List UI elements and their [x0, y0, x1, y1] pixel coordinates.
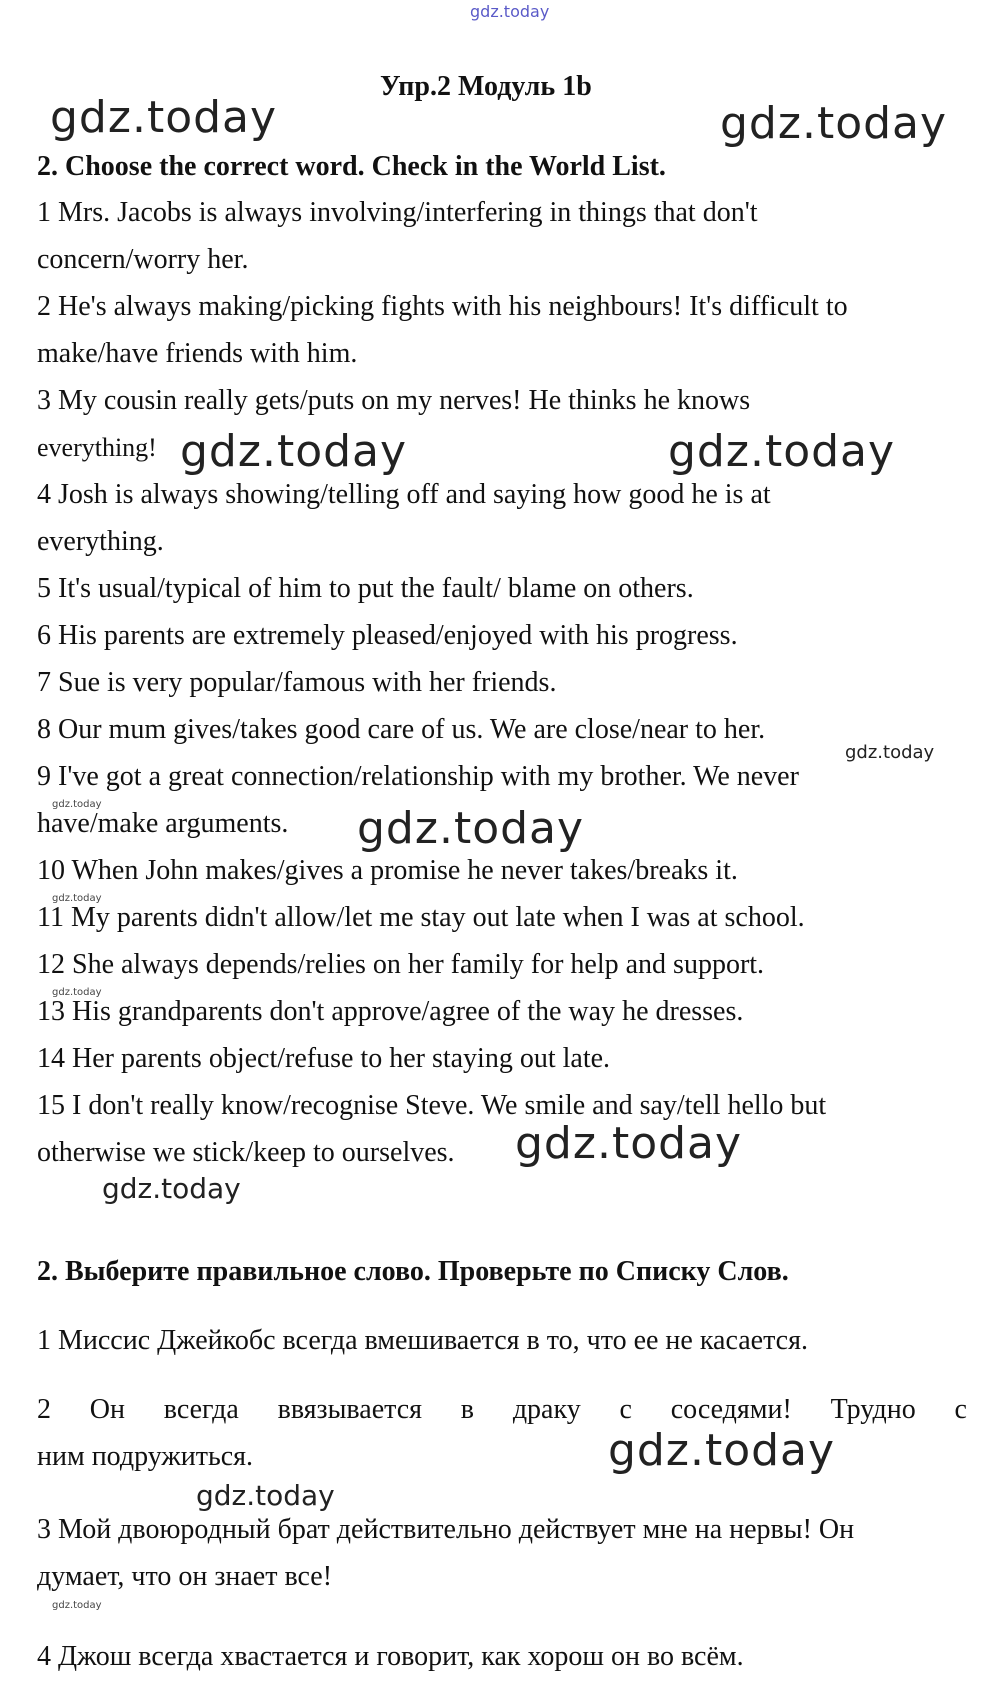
english-line: 5 It's usual/typical of him to put the fault/ blame on others.: [37, 573, 694, 604]
english-line: 6 His parents are extremely pleased/enjoyed with his progress.: [37, 620, 738, 651]
english-line: have/make arguments.: [37, 808, 289, 839]
watermark-medium: gdz.today: [102, 1172, 241, 1205]
english-line: 12 She always depends/relies on her family for help and support.: [37, 949, 765, 980]
english-line: 13 His grandparents don't approve/agree of the way he dresses.: [37, 996, 744, 1027]
russian-word: с: [619, 1394, 632, 1425]
watermark-tiny: gdz.today: [52, 799, 102, 810]
russian-word: 2: [37, 1394, 51, 1425]
russian-word: драку: [512, 1394, 581, 1425]
english-heading: 2. Choose the correct word. Check in the World List.: [37, 151, 666, 182]
russian-line: 4 Джош всегда хвастается и говорит, как хорош он во всём.: [37, 1641, 744, 1672]
english-line: 1 Mrs. Jacobs is always involving/interfering in things that don't: [37, 197, 758, 228]
page-title: Упр.2 Модуль 1b: [380, 71, 592, 102]
russian-heading: 2. Выберите правильное слово. Проверьте по Списку Слов.: [37, 1256, 789, 1287]
english-line: 7 Sue is very popular/famous with her friends.: [37, 667, 557, 698]
watermark-large: gdz.today: [515, 1118, 743, 1169]
russian-word: в: [460, 1394, 475, 1425]
english-line: otherwise we stick/keep to ourselves.: [37, 1137, 455, 1168]
english-line: 11 My parents didn't allow/let me stay out late when I was at school.: [37, 902, 805, 933]
watermark-large: gdz.today: [50, 92, 278, 143]
watermark-large: gdz.today: [357, 803, 585, 854]
english-line: 14 Her parents object/refuse to her staying out late.: [37, 1043, 611, 1074]
watermark-top: gdz.today: [470, 2, 550, 21]
english-line: everything!: [37, 433, 157, 462]
english-line: concern/worry her.: [37, 244, 249, 275]
russian-line: думает, что он знает все!: [37, 1561, 333, 1592]
watermark-large: gdz.today: [720, 98, 948, 149]
russian-line-justified: [37, 1393, 967, 1427]
watermark-large: gdz.today: [608, 1425, 836, 1476]
russian-word: Трудно: [830, 1394, 916, 1425]
russian-word: Он: [89, 1394, 125, 1425]
russian-word: всегда: [163, 1394, 239, 1425]
english-line: 4 Josh is always showing/telling off and saying how good he is at: [37, 479, 771, 510]
watermark-tiny: gdz.today: [52, 987, 102, 998]
english-line: everything.: [37, 526, 164, 557]
russian-line: 3 Мой двоюродный брат действительно действует мне на нервы! Он: [37, 1514, 855, 1545]
russian-word: с: [954, 1394, 967, 1425]
watermark-large: gdz.today: [180, 426, 408, 477]
russian-line: 1 Миссис Джейкобс всегда вмешивается в то, что ее не касается.: [37, 1325, 808, 1356]
english-line: 10 When John makes/gives a promise he never takes/breaks it.: [37, 855, 738, 886]
watermark-tiny: gdz.today: [52, 893, 102, 904]
watermark-small: gdz.today: [845, 742, 935, 763]
russian-word: ввязывается: [277, 1394, 423, 1425]
english-line: 9 I've got a great connection/relationship with my brother. We never: [37, 761, 799, 792]
watermark-large: gdz.today: [668, 426, 896, 477]
russian-word: соседями!: [670, 1394, 792, 1425]
english-line: make/have friends with him.: [37, 338, 358, 369]
watermark-tiny: gdz.today: [52, 1600, 102, 1611]
english-line: 8 Our mum gives/takes good care of us. We are close/near to her.: [37, 714, 766, 745]
watermark-medium: gdz.today: [196, 1479, 335, 1512]
russian-line: ним подружиться.: [37, 1441, 254, 1472]
english-line: 15 I don't really know/recognise Steve. We smile and say/tell hello but: [37, 1090, 827, 1121]
english-line: 3 My cousin really gets/puts on my nerves! He thinks he knows: [37, 385, 751, 416]
english-line: 2 He's always making/picking fights with his neighbours! It's difficult to: [37, 291, 848, 322]
